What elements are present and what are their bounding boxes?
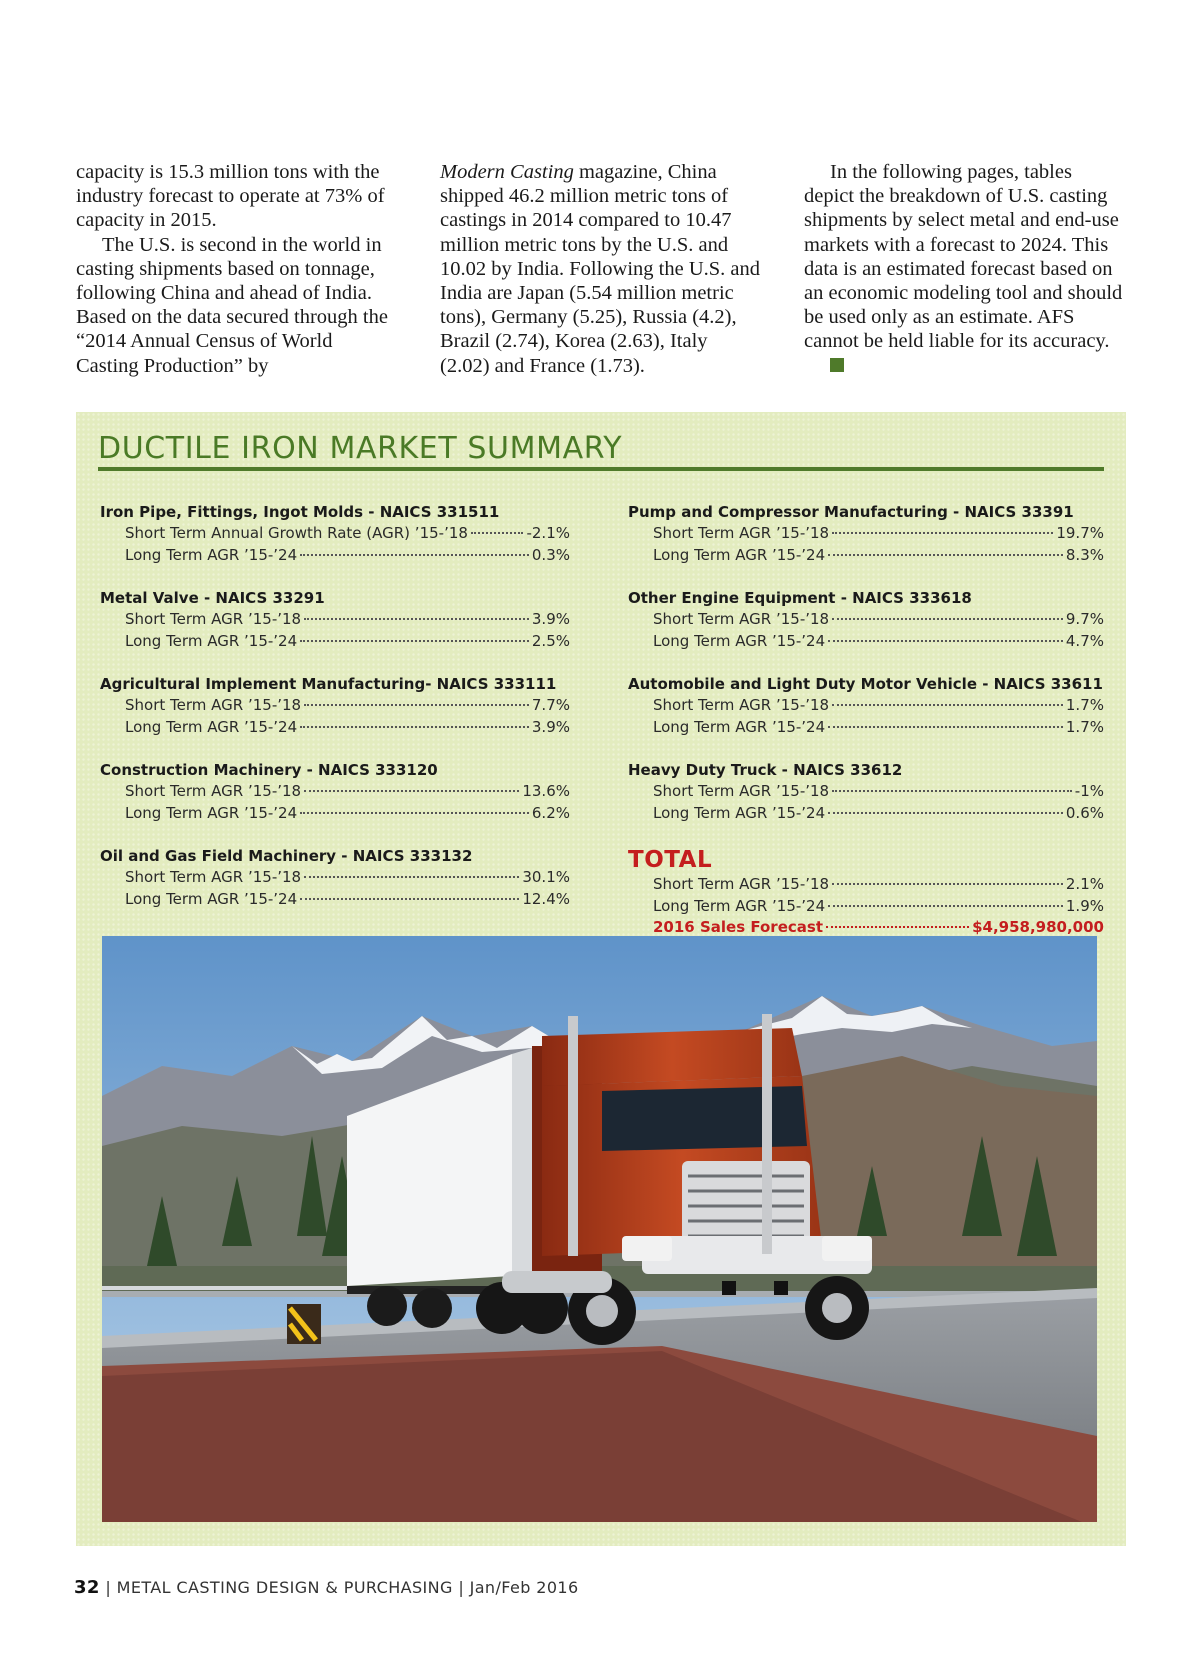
row-value: 8.3% (1065, 545, 1104, 564)
long-term-row (100, 717, 570, 739)
row-label: Short Term AGR ’15-’18 (653, 524, 830, 542)
page-footer (74, 1577, 579, 1598)
publication-info: | METAL CASTING DESIGN & PURCHASING | Jan/Feb 2016 (105, 1578, 579, 1597)
row-label: Short Term AGR ’15-’18 (125, 782, 302, 800)
short-term-row (100, 695, 570, 717)
short-term-row (628, 695, 1104, 717)
short-term-row (100, 867, 570, 889)
total-long-term-row (628, 896, 1104, 918)
market-group (100, 674, 570, 738)
row-label: Short Term Annual Growth Rate (AGR) ’15-’18 (125, 524, 468, 542)
row-label: Long Term AGR ’15-’24 (653, 803, 826, 822)
magazine-name: Modern Casting (440, 161, 574, 183)
row-value: 0.3% (531, 545, 570, 564)
row-label: Short Term AGR ’15-’18 (653, 696, 830, 714)
dot-leader (828, 812, 1063, 814)
market-title: Other Engine Equipment - NAICS 333618 (628, 589, 972, 607)
long-term-row (100, 545, 570, 567)
end-mark-icon (830, 358, 844, 372)
market-group (628, 760, 1104, 824)
dot-leader (300, 812, 529, 814)
market-title: Automobile and Light Duty Motor Vehicle - NAICS 33611 (628, 675, 1103, 693)
summary-left-column (100, 502, 570, 932)
short-term-row (628, 781, 1104, 803)
paragraph-text: magazine, China shipped 46.2 million metric tons of castings in 2014 compared to 10.47 million metric tons by the U.S. and 10.02 by India. Following the U.S. and India are Japan (5.54 million metric tons), Germany (5.25), Russia (4.2), Brazil (2.74), Korea (2.63), Italy (2.02) and France (1.73). (440, 161, 761, 377)
market-group (628, 674, 1104, 738)
row-value: 1.7% (1065, 717, 1104, 736)
short-term-row (100, 523, 570, 545)
row-value: 1.9% (1065, 896, 1104, 915)
long-term-row (628, 631, 1104, 653)
row-label: Short Term AGR ’15-’18 (125, 610, 302, 628)
long-term-row (628, 717, 1104, 739)
article-column-2 (440, 160, 762, 378)
row-label: Long Term AGR ’15-’24 (653, 545, 826, 564)
paragraph: capacity is 15.3 million tons with the industry forecast to operate at 73% of capacity in 2015. (76, 161, 385, 232)
article-columns (76, 160, 1126, 378)
market-group (628, 502, 1104, 566)
short-term-row (628, 523, 1104, 545)
dot-leader (828, 640, 1063, 642)
paragraph: The U.S. is second in the world in casting shipments based on tonnage, following China and ahead of India. Based on the data secured through the “2014 Annual Census of World Casting Production” by (76, 233, 388, 377)
dot-leader (826, 926, 969, 928)
row-value: $4,958,980,000 (972, 918, 1104, 936)
dot-leader (832, 790, 1072, 792)
truck-photo-illustration (102, 936, 1097, 1522)
row-value: 12.4% (522, 889, 570, 908)
long-term-row (628, 545, 1104, 567)
truck-photo (102, 936, 1097, 1522)
dot-leader (300, 554, 529, 556)
market-group (100, 588, 570, 652)
summary-right-column (628, 502, 1104, 961)
row-label: Short Term AGR ’15-’18 (653, 782, 830, 800)
dot-leader (832, 618, 1063, 620)
row-label: Long Term AGR ’15-’24 (125, 889, 298, 908)
dot-leader (304, 618, 529, 620)
market-title: Oil and Gas Field Machinery - NAICS 333132 (100, 847, 473, 865)
row-label: Short Term AGR ’15-’18 (125, 696, 302, 714)
dot-leader (300, 640, 529, 642)
row-value: 0.6% (1065, 803, 1104, 822)
row-label: Long Term AGR ’15-’24 (653, 717, 826, 736)
article-column-1 (76, 160, 398, 378)
row-value: 13.6% (522, 782, 570, 800)
market-title: Metal Valve - NAICS 33291 (100, 589, 325, 607)
row-label: Short Term AGR ’15-’18 (653, 875, 830, 893)
market-group (628, 588, 1104, 652)
dot-leader (828, 554, 1063, 556)
row-value: 6.2% (531, 803, 570, 822)
long-term-row (100, 803, 570, 825)
long-term-row (628, 803, 1104, 825)
total-group (628, 846, 1104, 939)
market-title: Heavy Duty Truck - NAICS 33612 (628, 761, 903, 779)
article-column-3 (804, 160, 1126, 378)
row-label: Short Term AGR ’15-’18 (653, 610, 830, 628)
short-term-row (100, 781, 570, 803)
market-title: Construction Machinery - NAICS 333120 (100, 761, 438, 779)
row-label: Long Term AGR ’15-’24 (653, 896, 826, 915)
short-term-row (628, 609, 1104, 631)
dot-leader (304, 704, 529, 706)
row-value: 4.7% (1065, 631, 1104, 650)
market-title: Pump and Compressor Manufacturing - NAICS 33391 (628, 503, 1074, 521)
page-number: 32 (74, 1577, 100, 1598)
long-term-row (100, 631, 570, 653)
market-title: Agricultural Implement Manufacturing- NAICS 333111 (100, 675, 557, 693)
row-value: 3.9% (531, 717, 570, 736)
row-value: 30.1% (522, 868, 570, 886)
market-group (100, 760, 570, 824)
market-group (100, 846, 570, 910)
dot-leader (304, 876, 519, 878)
market-summary-panel (76, 412, 1126, 1546)
paragraph-text: In the following pages, tables depict the breakdown of U.S. casting shipments by select metal and end-use markets with a forecast to 2024. This data is an estimated forecast based on an economic modeling tool and should be used only as an estimate. AFS cannot be held liable for its accuracy. (804, 161, 1123, 353)
dot-leader (304, 790, 519, 792)
row-label: Long Term AGR ’15-’24 (125, 803, 298, 822)
dot-leader (471, 532, 524, 534)
dot-leader (832, 704, 1063, 706)
row-value: 9.7% (1065, 610, 1104, 628)
row-value: -2.1% (526, 524, 570, 542)
row-label: Long Term AGR ’15-’24 (125, 717, 298, 736)
dot-leader (832, 532, 1053, 534)
row-value: 7.7% (531, 696, 570, 714)
row-value: 2.5% (531, 631, 570, 650)
long-term-row (100, 889, 570, 911)
dot-leader (828, 905, 1063, 907)
row-value: 1.7% (1065, 696, 1104, 714)
row-value: 19.7% (1056, 524, 1104, 542)
market-group (100, 502, 570, 566)
paragraph (440, 160, 762, 378)
dot-leader (300, 726, 529, 728)
row-label: Long Term AGR ’15-’24 (125, 545, 298, 564)
row-value: 2.1% (1065, 875, 1104, 893)
row-label: Long Term AGR ’15-’24 (653, 631, 826, 650)
row-label: Long Term AGR ’15-’24 (125, 631, 298, 650)
dot-leader (300, 898, 519, 900)
market-title: Iron Pipe, Fittings, Ingot Molds - NAICS 331511 (100, 503, 500, 521)
row-value: -1% (1074, 782, 1104, 800)
dot-leader (832, 883, 1063, 885)
row-value: 3.9% (531, 610, 570, 628)
dot-leader (828, 726, 1063, 728)
row-label: Short Term AGR ’15-’18 (125, 868, 302, 886)
paragraph (804, 160, 1126, 378)
panel-title: DUCTILE IRON MARKET SUMMARY (98, 432, 1104, 471)
total-title: TOTAL (628, 847, 713, 873)
row-label: 2016 Sales Forecast (653, 918, 823, 936)
short-term-row (100, 609, 570, 631)
total-short-term-row (628, 874, 1104, 896)
